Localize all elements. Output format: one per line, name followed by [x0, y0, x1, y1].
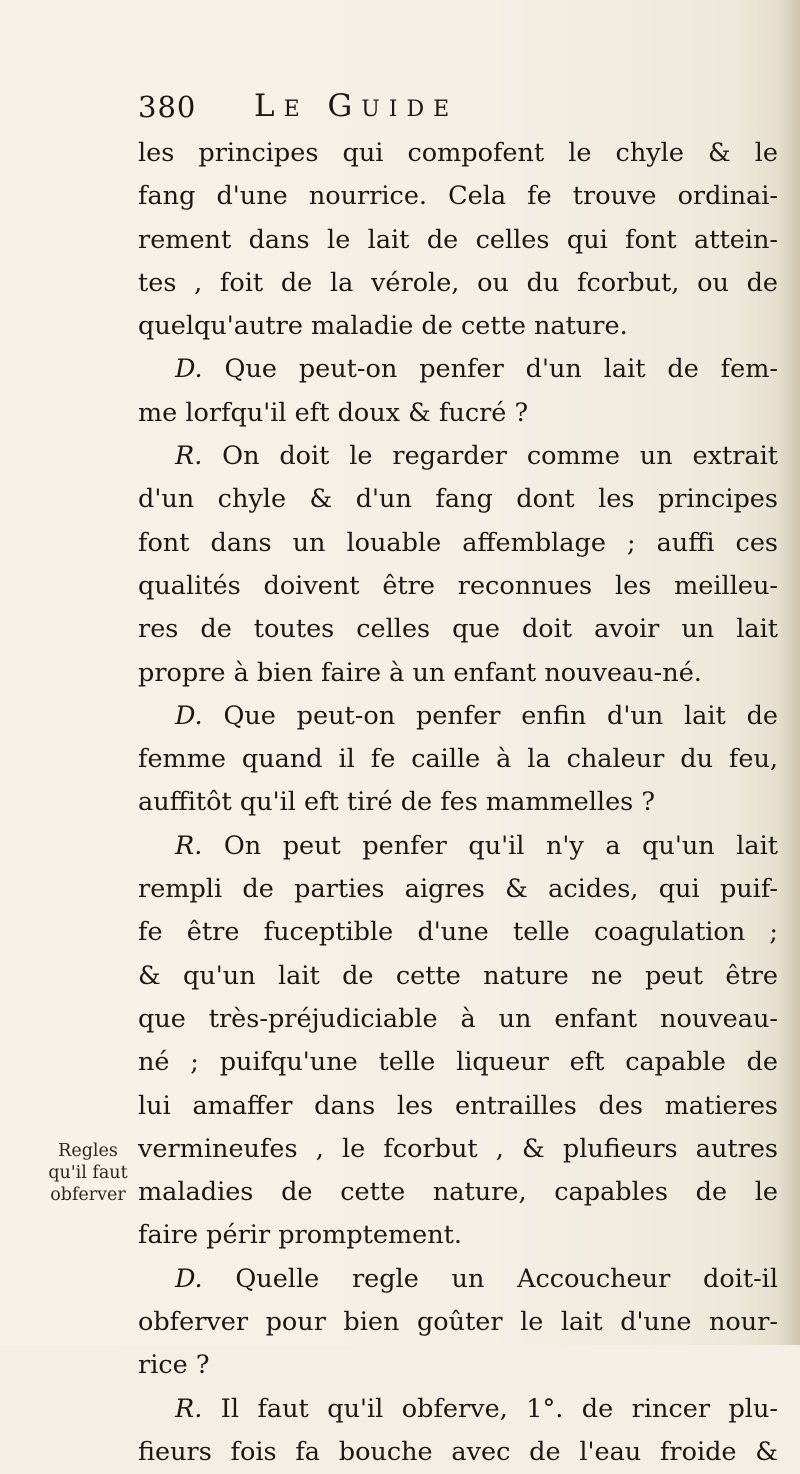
- text-line: [138, 1344, 778, 1387]
- speaker-label: R.: [175, 1393, 203, 1424]
- line-text: obferver pour bien goûter le lait d'une nour-: [138, 1307, 778, 1338]
- running-title: Le Guide: [254, 88, 459, 124]
- dialogue-line: [138, 435, 778, 478]
- dialogue-line: [138, 1258, 778, 1301]
- text-line: [138, 522, 778, 565]
- page-number: 380: [138, 90, 197, 124]
- line-text: On peut penfer qu'il n'y a qu'un lait: [202, 830, 778, 861]
- line-text: propre à bien faire à un enfant nouveau-né.: [138, 657, 702, 688]
- line-text: auffitôt qu'il eft tiré de fes mammelles ?: [138, 787, 656, 818]
- margin-note: [46, 1140, 130, 1206]
- text-line: [138, 262, 778, 305]
- text-line: [138, 781, 778, 824]
- line-text: que très-préjudiciable à un enfant nouveau-: [138, 1003, 778, 1034]
- line-text: vermineufes , le fcorbut , & plufieurs autres: [138, 1133, 778, 1164]
- dialogue-line: [138, 695, 778, 738]
- line-text: femme quand il fe caille à la chaleur du feu,: [138, 744, 778, 775]
- text-line: [138, 738, 778, 781]
- speaker-label: D.: [175, 354, 203, 385]
- line-text: né ; puifqu'une telle liqueur eft capable de: [138, 1047, 778, 1078]
- line-text: fe être fuceptible d'une telle coagulation ;: [138, 917, 778, 948]
- speaker-label: D.: [175, 700, 203, 731]
- page-header: [138, 88, 778, 132]
- line-text: tes , foit de la vérole, ou du fcorbut, ou de: [138, 267, 778, 298]
- margin-note-line: obferver: [50, 1185, 126, 1205]
- text-line: [138, 911, 778, 954]
- body-text: [138, 132, 778, 1474]
- text-line: [138, 868, 778, 911]
- text-line: [138, 392, 778, 435]
- line-text: d'un chyle & d'un fang dont les principes: [138, 484, 778, 515]
- text-line: [138, 955, 778, 998]
- line-text: Quelle regle un Accoucheur doit-il: [202, 1263, 778, 1294]
- line-text: quelqu'autre maladie de cette nature.: [138, 311, 628, 342]
- text-line: [138, 1041, 778, 1084]
- line-text: font dans un louable affemblage ; auffi ces: [138, 527, 778, 558]
- line-text: fang d'une nourrice. Cela fe trouve ordinai-: [138, 181, 778, 212]
- text-line: [138, 608, 778, 651]
- line-text: me lorfqu'il eft doux & fucré ?: [138, 397, 529, 428]
- text-line: [138, 1301, 778, 1344]
- line-text: maladies de cette nature, capables de le: [138, 1177, 778, 1208]
- text-line: [138, 1128, 778, 1171]
- text-line: [138, 175, 778, 218]
- line-text: qualités doivent être reconnues les meilleu-: [138, 570, 778, 601]
- line-text: res de toutes celles que doit avoir un lait: [138, 614, 778, 645]
- speaker-label: D.: [175, 1263, 203, 1294]
- dialogue-line: [138, 348, 778, 391]
- line-text: Que peut-on penfer enfin d'un lait de: [202, 700, 778, 731]
- margin-note-line: qu'il faut: [48, 1163, 128, 1183]
- page-edge-shadow: [778, 0, 800, 1345]
- text-line: [138, 1431, 778, 1474]
- speaker-label: R.: [175, 830, 203, 861]
- line-text: fieurs fois fa bouche avec de l'eau froide &: [138, 1436, 778, 1467]
- line-text: On doit le regarder comme un extrait: [202, 441, 778, 472]
- line-text: Que peut-on penfer d'un lait de fem-: [202, 354, 778, 385]
- text-line: [138, 132, 778, 175]
- text-line: [138, 998, 778, 1041]
- line-text: rempli de parties aigres & acides, qui puif-: [138, 874, 778, 905]
- line-text: faire périr promptement.: [138, 1220, 462, 1251]
- text-line: [138, 1171, 778, 1214]
- text-line: [138, 565, 778, 608]
- speaker-label: R.: [175, 441, 203, 472]
- text-line: [138, 652, 778, 695]
- line-text: lui amaffer dans les entrailles des matieres: [138, 1090, 778, 1121]
- line-text: les principes qui compofent le chyle & le: [138, 138, 778, 168]
- text-line: [138, 219, 778, 262]
- text-line: [138, 478, 778, 521]
- line-text: rice ?: [138, 1350, 210, 1381]
- line-text: rement dans le lait de celles qui font attein-: [138, 224, 778, 255]
- dialogue-line: [138, 825, 778, 868]
- line-text: & qu'un lait de cette nature ne peut être: [138, 960, 778, 991]
- text-line: [138, 1085, 778, 1128]
- dialogue-line: [138, 1388, 778, 1431]
- text-line: [138, 1214, 778, 1257]
- text-line: [138, 305, 778, 348]
- line-text: Il faut qu'il obferve, 1°. de rincer plu-: [202, 1393, 778, 1424]
- margin-note-line: Regles: [58, 1141, 118, 1161]
